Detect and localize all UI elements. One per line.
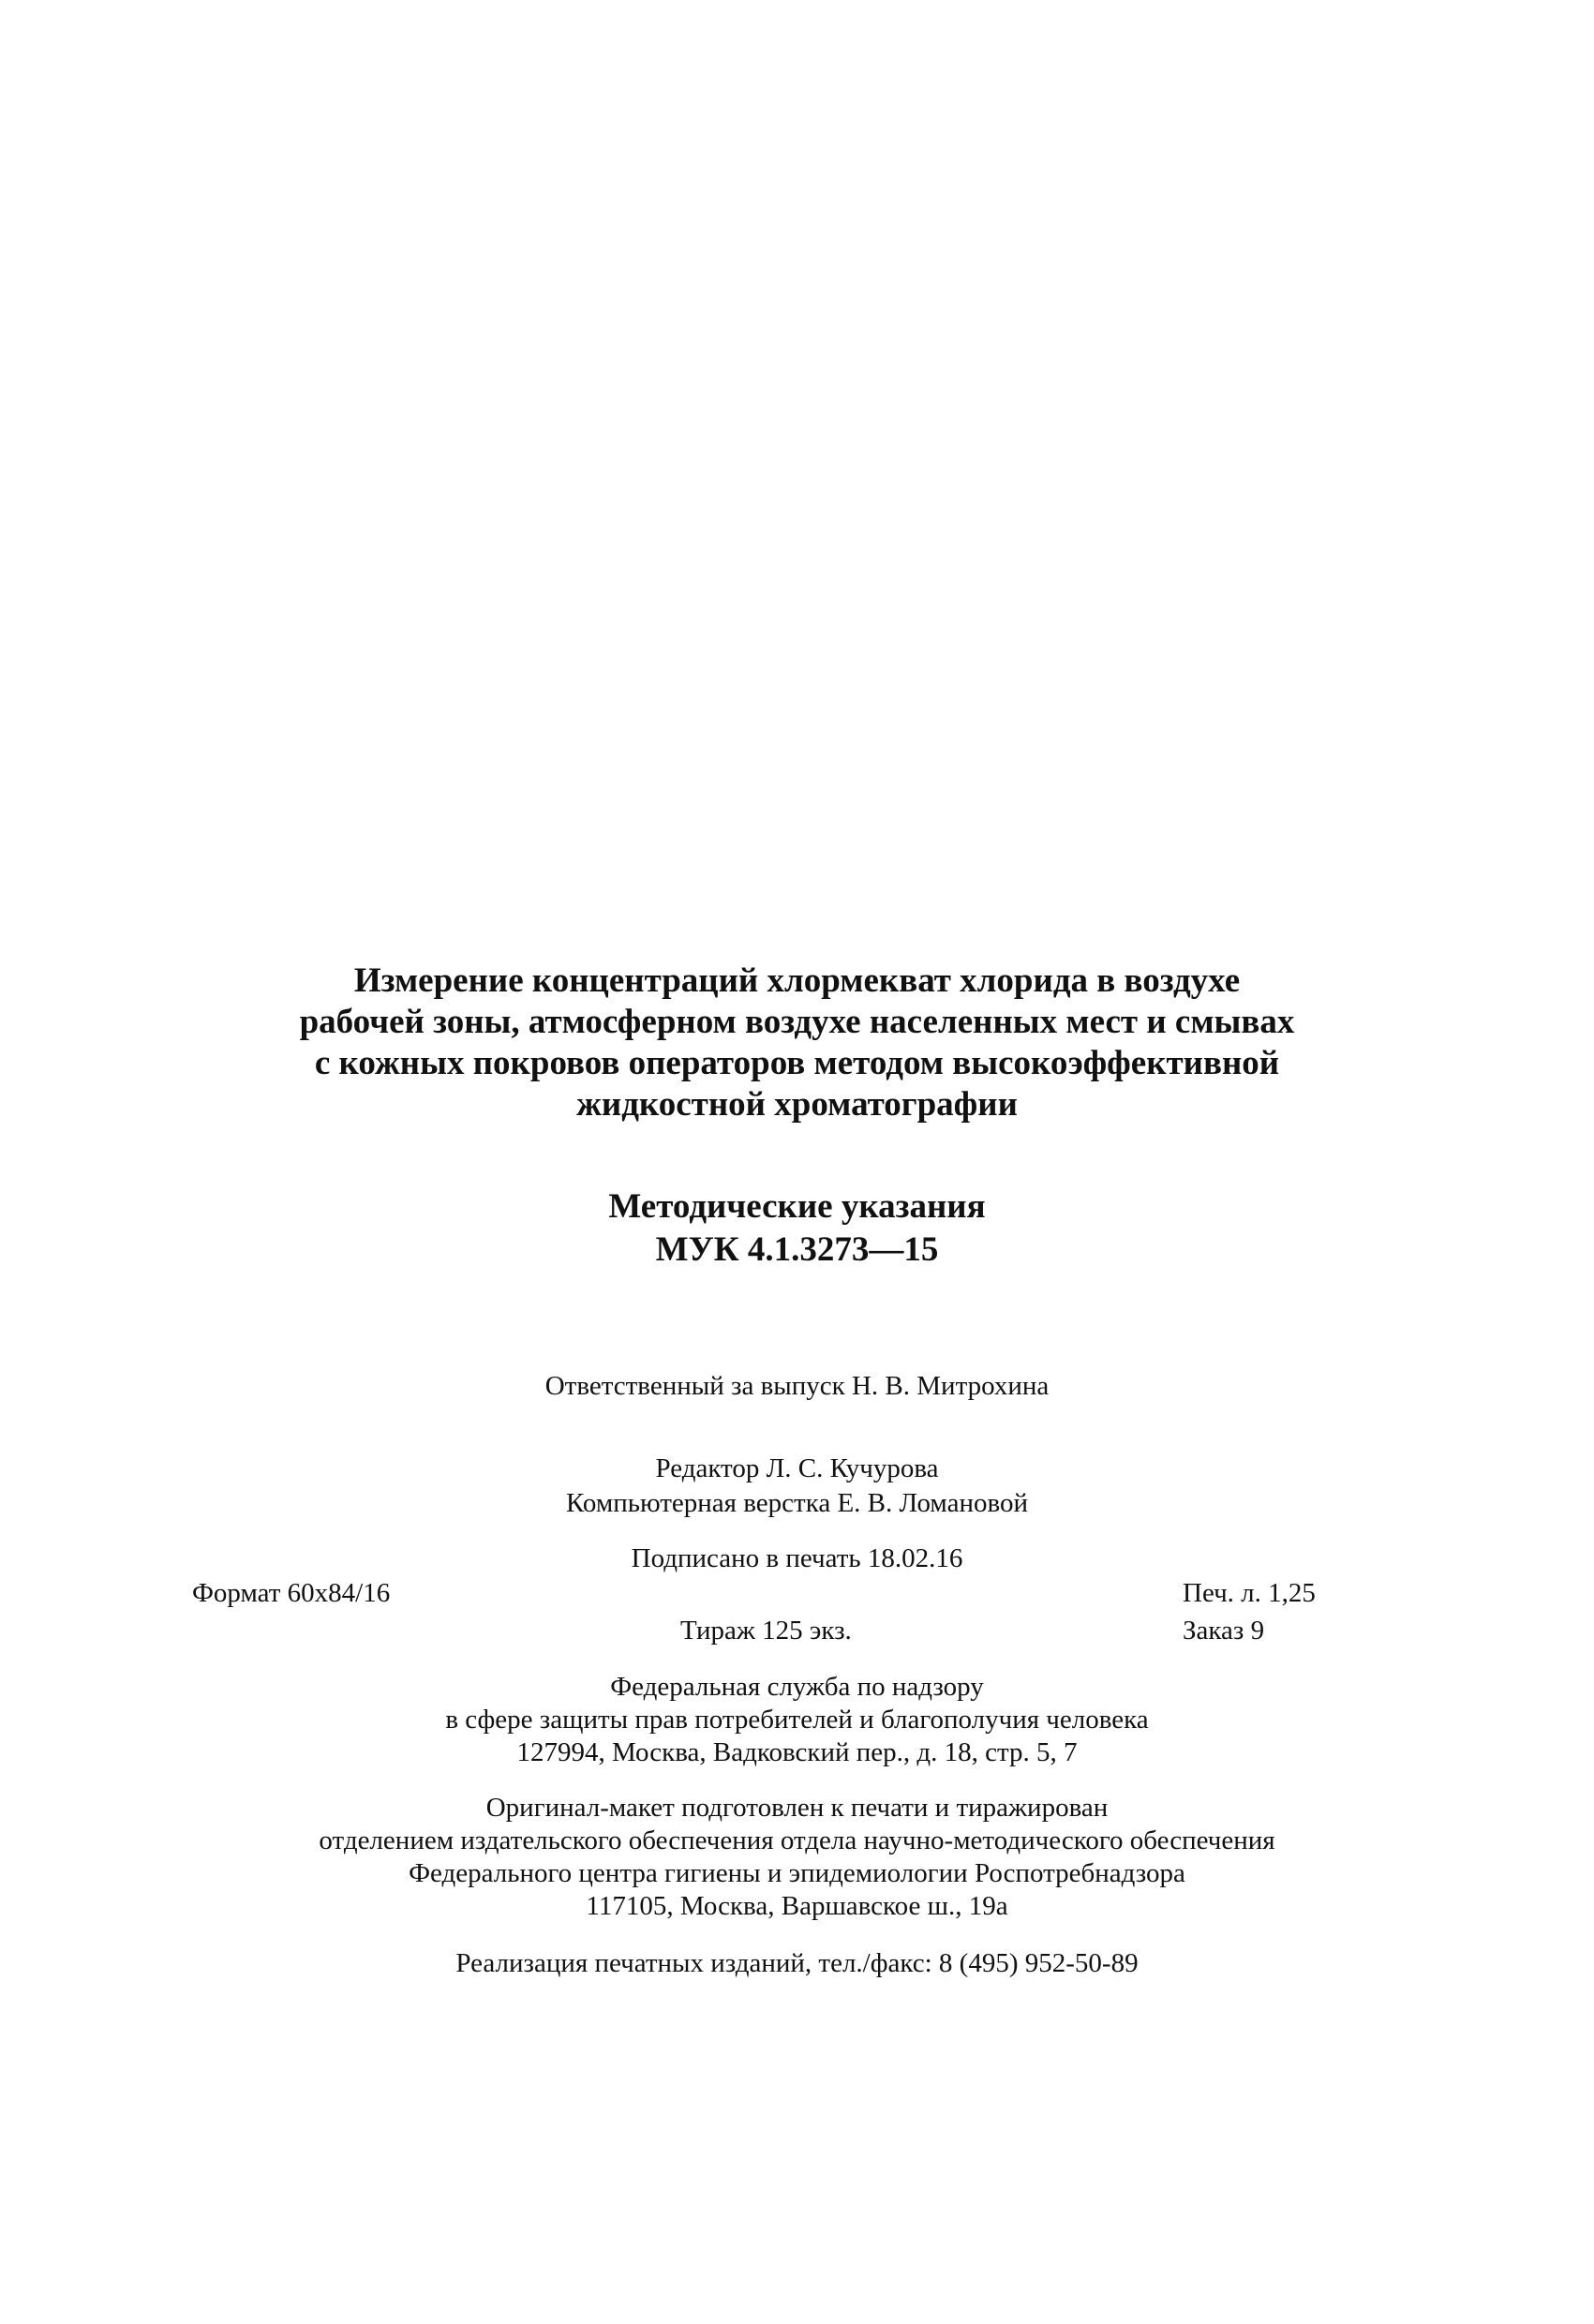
signed-to-print: Подписано в печать 18.02.16	[631, 1543, 963, 1573]
printed-sheets: Печ. л. 1,25	[1183, 1578, 1316, 1608]
publisher-line: Федеральная служба по надзору	[610, 1672, 984, 1702]
layout-line: Компьютерная верстка Е. В. Ломановой	[566, 1488, 1028, 1518]
print-run: Тираж 125 экз.	[680, 1616, 852, 1646]
paper-format: Формат 60x84/16	[192, 1578, 391, 1608]
editor-line: Редактор Л. С. Кучурова	[655, 1453, 939, 1483]
doc-type: Методические указания	[608, 1187, 986, 1226]
document-title	[141, 961, 1453, 1125]
doc-code: МУК 4.1.3273—15	[655, 1230, 939, 1269]
document-designation	[141, 1185, 1453, 1272]
publisher-line: в сфере защиты прав потребителей и благополучия человека	[445, 1705, 1149, 1735]
order-number: Заказ 9	[1183, 1616, 1265, 1646]
title-line: с кожных покровов операторов методом высокоэффективной	[314, 1044, 1280, 1082]
sales-contact: Реализация печатных изданий, тел./факс: 8 (495) 952-50-89	[455, 1948, 1139, 1978]
publisher-address: 127994, Москва, Вадковский пер., д. 18, стр. 5, 7	[516, 1737, 1078, 1767]
original-layout-line: Федерального центра гигиены и эпидемиологии Роспотребнадзора	[409, 1858, 1185, 1888]
title-line: жидкостной хроматографии	[576, 1085, 1018, 1124]
title-line: Измерение концентраций хлормекват хлорида в воздухе	[353, 961, 1241, 1000]
responsible-person: Ответственный за выпуск Н. В. Митрохина	[544, 1371, 1050, 1401]
original-layout-line: Оригинал-макет подготовлен к печати и тиражирован	[485, 1793, 1109, 1823]
original-layout-line: отделением издательского обеспечения отдела научно-методического обеспечения	[319, 1825, 1275, 1855]
title-line: рабочей зоны, атмосферном воздухе населенных мест и смывах	[299, 1003, 1295, 1041]
original-layout-address: 117105, Москва, Варшавское ш., 19а	[586, 1891, 1008, 1921]
